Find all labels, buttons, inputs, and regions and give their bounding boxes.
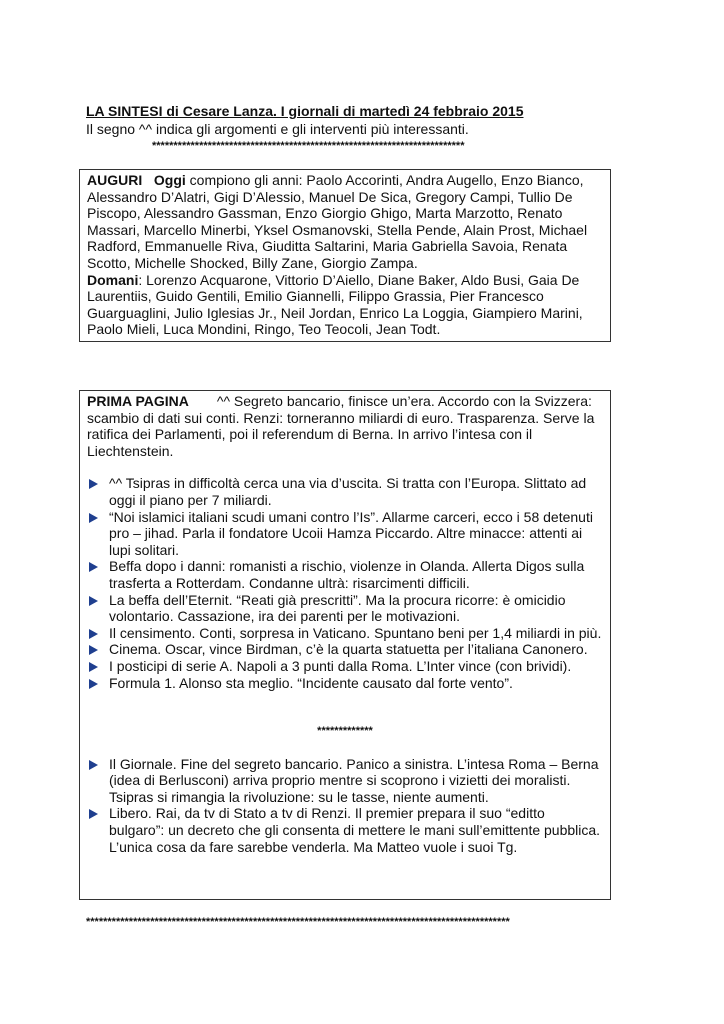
bullet-arrow-icon — [89, 513, 98, 523]
list-item-text: Formula 1. Alonso sta meglio. “Incidente causato dal forte vento”. — [109, 674, 513, 691]
star-separator-middle: ************* — [317, 725, 373, 738]
document-subtitle: Il segno ^^ indica gli argomenti e gli interventi più interessanti. — [86, 121, 469, 137]
list-item-text: Libero. Rai, da tv di Stato a tv di Renzi. Il premier prepara il suo “editto bulgaro”: un decreto che gli consenta di mettere le mani sull’emittente pubblica. L’unica cosa da fare sarebbe venderla. Ma Matteo vuole i suoi Tg. — [109, 805, 601, 855]
oggi-text: compiono gli anni: Paolo Accorinti, Andra Augello, Enzo Bianco, Alessandro D’Alatri, Gigi D’Alessio, Manuel De Sica, Gregory Campi, Tullio De Piscopo, Alessandro Gassman, Enzo Giorgio Ghigo, Marta Marzotto, Renato Massari, Marcello Minerbi, Yksel Osmanovski, Stella Pende, Alain Prost, Michael Radford, Emmanuelle Riva, Giuditta Saltarini, Maria Gabriella Savoia, Renata Scotto, Michelle Shocked, Billy Zane, Giorgio Zampa. — [87, 172, 588, 271]
list-item — [87, 592, 603, 625]
document-title: LA SINTESI di Cesare Lanza. I giornali di martedì 24 febbraio 2015 — [86, 103, 524, 119]
list-item-text: Beffa dopo i danni: romanisti a rischio, violenze in Olanda. Allerta Digos sulla trasferta a Rotterdam. Condanne ultrà: risarcimenti difficili. — [109, 558, 585, 591]
bullet-arrow-icon — [89, 645, 98, 655]
list-item — [87, 658, 603, 675]
list-item — [87, 558, 603, 591]
news-list — [87, 475, 603, 691]
prima-pagina-label: PRIMA PAGINA — [87, 393, 189, 409]
bullet-arrow-icon — [89, 809, 98, 819]
list-item — [87, 509, 603, 559]
bullet-arrow-icon — [89, 679, 98, 689]
list-item-text: Cinema. Oscar, vince Birdman, c’è la quarta statuetta per l’italiana Canonero. — [109, 641, 588, 658]
list-item — [87, 805, 603, 855]
list-item-text: Il censimento. Conti, sorpresa in Vaticano. Spuntano beni per 1,4 miliardi in più. — [109, 624, 602, 641]
list-item-text: ^^ Tsipras in difficoltà cerca una via d’uscita. Si tratta con l’Europa. Slittato ad oggi il piano per 7 miliardi. — [109, 475, 587, 508]
auguri-oggi-paragraph — [87, 172, 603, 272]
list-item-text: I posticipi di serie A. Napoli a 3 punti dalla Roma. L’Inter vince (con brividi). — [109, 657, 572, 674]
prima-pagina-intro-paragraph — [87, 393, 603, 459]
prima-pagina-intro: ^^ Segreto bancario, finisce un’era. Accordo con la Svizzera: scambio di dati sui conti. Renzi: torneranno miliardi di euro. Trasparenza. Serve la ratifica dei Parlamenti, poi il referendum di Berna. In arrivo l’intesa con il Liechtenstein. — [87, 393, 595, 459]
list-item — [87, 475, 603, 508]
auguri-domani-paragraph — [87, 272, 603, 338]
star-separator-bottom: *************************************************************************************************** — [86, 916, 510, 928]
prima-pagina-box — [79, 390, 611, 900]
star-separator-top: ************************************************************************* — [152, 140, 465, 152]
list-item — [87, 641, 603, 658]
domani-text: : Lorenzo Acquarone, Vittorio D’Aiello, Diane Baker, Aldo Busi, Gaia De Laurentiis, Guido Gentili, Emilio Giannelli, Filippo Grassia, Pier Francesco Guarguaglini, Julio Iglesias Jr., Neil Jordan, Enrico La Loggia, Giampiero Marini, Paolo Mieli, Luca Mondini, Ringo, Teo Teocoli, Jean Todt. — [87, 271, 583, 338]
bullet-arrow-icon — [89, 662, 98, 672]
bullet-arrow-icon — [89, 596, 98, 606]
list-item — [87, 756, 603, 806]
domani-label: Domani — [87, 271, 139, 288]
bullet-arrow-icon — [89, 562, 98, 572]
list-item-text: Il Giornale. Fine del segreto bancario. Panico a sinistra. L’intesa Roma – Berna (idea di Berlusconi) arriva proprio mentre si scoprono i vizietti dei moralisti. Tsipras si rimangia la rivoluzione: su le tasse, niente aumenti. — [109, 755, 599, 805]
auguri-box — [79, 169, 611, 342]
list-item-text: “Noi islamici italiani scudi umani contro l’Is”. Allarme carceri, ecco i 58 detenuti pro – jihad. Parla il fondatore Ucoii Hamza Piccardo. Altre minacce: attenti ai lupi solitari. — [109, 508, 593, 558]
bullet-arrow-icon — [89, 629, 98, 639]
press-review-list — [87, 756, 603, 856]
bullet-arrow-icon — [89, 760, 98, 770]
list-item-text: La beffa dell’Eternit. “Reati già prescritti”. Ma la procura ricorre: è omicidio volontario. Cassazione, ira dei parenti per le motivazioni. — [109, 591, 566, 625]
list-item — [87, 675, 603, 692]
oggi-label: Oggi — [153, 172, 186, 188]
list-item — [87, 625, 603, 642]
bullet-arrow-icon — [89, 479, 98, 489]
auguri-label: AUGURI — [87, 172, 143, 188]
